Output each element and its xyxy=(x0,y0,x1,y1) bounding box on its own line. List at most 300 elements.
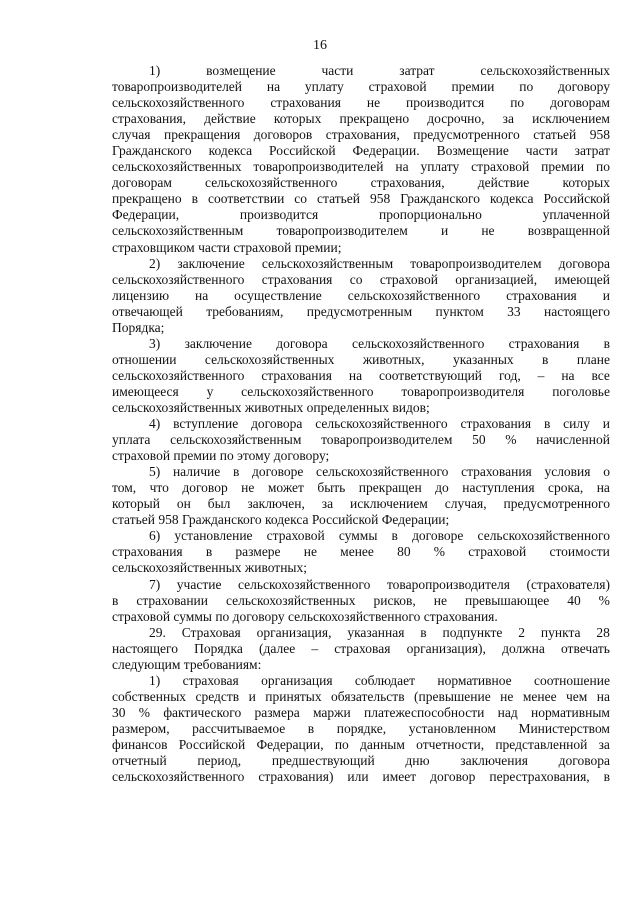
text-word: платежеспособности xyxy=(364,704,485,720)
text-word: Российской xyxy=(543,191,610,207)
text-word: страхования xyxy=(460,416,532,432)
text-word: сельскохозяйственного xyxy=(241,383,374,399)
text-word: части xyxy=(525,143,558,159)
text-word: отвечать xyxy=(560,640,610,656)
text-word: страхования xyxy=(270,95,341,111)
text-word: сельскохозяйственного xyxy=(237,576,371,592)
text-line xyxy=(112,95,610,111)
text-word: страховой xyxy=(379,271,438,287)
text-line xyxy=(112,288,610,304)
text-word: предусмотренного xyxy=(503,496,610,512)
text-word: сельскохозяйственного xyxy=(112,367,245,383)
text-word: производится xyxy=(239,207,319,223)
text-word: в xyxy=(542,351,549,367)
text-word: % xyxy=(433,544,446,560)
text-word: указанная xyxy=(347,624,405,640)
text-line xyxy=(112,689,610,705)
text-word: возмещение xyxy=(206,63,276,78)
text-word: сельскохозяйственного xyxy=(315,416,448,432)
text-word: прекращения xyxy=(163,127,241,143)
text-word: в xyxy=(112,592,119,608)
text-word: год, xyxy=(498,367,521,383)
text-word: соответствующий xyxy=(378,367,483,383)
text-word: случая xyxy=(112,127,151,143)
text-word: Федерации, xyxy=(256,736,324,752)
text-word: товаропроизводителя xyxy=(386,576,510,592)
text-word: соответствии xyxy=(208,191,285,207)
text-line: сельскохозяйственных животных; xyxy=(112,560,307,576)
text-word: отношении xyxy=(112,351,177,367)
text-word: досрочно, xyxy=(427,111,485,127)
text-line xyxy=(112,127,610,143)
text-word: осуществление xyxy=(234,287,322,303)
text-word: организация xyxy=(261,672,333,688)
text-word: заключение xyxy=(177,255,245,271)
text-word: премии xyxy=(451,79,495,95)
text-word: фактического xyxy=(163,704,242,720)
text-word: порядке, xyxy=(336,720,387,736)
text-word: договора xyxy=(558,255,610,271)
text-word: уплаченной xyxy=(542,207,610,223)
text-word: принятых xyxy=(265,688,322,704)
text-word: подпункте xyxy=(442,624,503,640)
text-word: 1) xyxy=(149,63,161,78)
text-word: страховой xyxy=(266,528,325,544)
text-word: со xyxy=(349,271,363,287)
text-word: страхования) xyxy=(258,769,334,785)
text-word: на xyxy=(348,367,363,383)
text-line xyxy=(112,79,610,95)
text-word: не xyxy=(481,223,495,239)
text-word: организацией, xyxy=(455,271,538,287)
text-word: 958 xyxy=(589,127,610,143)
text-word: Федерации, xyxy=(112,207,180,223)
text-word: сельскохозяйственных xyxy=(480,63,610,78)
text-word: дню xyxy=(405,753,430,769)
text-line xyxy=(112,159,610,175)
text-word: сельскохозяйственного xyxy=(351,335,485,351)
text-word: который xyxy=(112,496,160,512)
text-word: 50 xyxy=(472,432,486,448)
text-word: (страхователя) xyxy=(526,576,610,592)
text-line xyxy=(112,63,610,79)
text-word: договоре xyxy=(412,528,464,544)
text-word: страховой xyxy=(468,544,527,560)
text-word: сельскохозяйственных xyxy=(225,592,356,608)
text-word: уплату xyxy=(420,159,460,175)
text-word: обязательств xyxy=(331,688,405,704)
text-word: 5) xyxy=(149,464,161,480)
text-word: условия xyxy=(544,464,591,480)
text-word: производится xyxy=(405,95,485,111)
text-word: Порядка xyxy=(194,640,243,656)
text-word: наличие xyxy=(172,464,221,480)
text-word: 40 xyxy=(567,592,581,608)
text-line xyxy=(112,175,610,191)
page-number: 16 xyxy=(313,38,327,53)
text-word: договорам xyxy=(550,95,610,111)
text-line xyxy=(112,737,610,753)
text-word: страхования xyxy=(112,544,183,560)
text-line xyxy=(112,191,610,207)
text-line xyxy=(112,705,610,721)
text-word: страхования xyxy=(461,464,532,480)
text-word: животных, xyxy=(362,351,425,367)
text-word: менее xyxy=(340,544,374,560)
text-line xyxy=(112,753,610,769)
text-line xyxy=(112,336,610,352)
text-word: не xyxy=(500,688,514,704)
text-word: в xyxy=(191,191,199,207)
text-word: указанных xyxy=(452,351,514,367)
text-word: товаропроизводителем xyxy=(321,432,453,448)
text-word: период, xyxy=(197,753,242,769)
text-word: чем xyxy=(565,688,588,704)
text-word: со xyxy=(294,191,308,207)
text-word: предшествующий xyxy=(271,753,375,769)
text-word: случая, xyxy=(444,496,487,512)
text-line: следующим требованиям: xyxy=(112,656,262,672)
text-line xyxy=(112,384,610,400)
text-line xyxy=(112,480,610,496)
text-word: на xyxy=(561,367,575,383)
text-word: не xyxy=(433,592,447,608)
text-word: соблюдает xyxy=(354,672,416,688)
text-word: в xyxy=(603,335,610,351)
text-word: лицензию xyxy=(112,287,170,303)
text-word: Страховая xyxy=(181,624,241,640)
text-word: договоров xyxy=(253,127,313,143)
text-word: настоящего xyxy=(112,640,178,656)
text-word: установленном xyxy=(408,720,496,736)
text-word: страхования xyxy=(506,287,577,303)
text-word: не xyxy=(366,95,381,111)
text-word: начисленной xyxy=(536,432,610,448)
text-word: участие xyxy=(176,576,222,592)
text-line: страховой суммы по договору сельскохозяйственного страхования. xyxy=(112,608,498,624)
text-word: установление xyxy=(174,528,253,544)
text-word: – xyxy=(311,640,319,656)
text-word: до xyxy=(435,480,449,496)
text-word: в xyxy=(543,416,551,432)
text-word: заключен, xyxy=(247,496,305,512)
text-word: страховая xyxy=(182,672,239,688)
text-word: исключением xyxy=(350,496,428,512)
text-word: наступления xyxy=(462,480,535,496)
text-word: поголовье xyxy=(552,383,610,399)
text-word: суммы xyxy=(338,528,378,544)
text-word: % xyxy=(505,432,517,448)
text-word: превышающее xyxy=(464,592,550,608)
text-line xyxy=(112,143,610,159)
text-word: затрат xyxy=(574,143,610,159)
text-word: отчетности, xyxy=(416,736,485,752)
text-word: сельскохозяйственного xyxy=(347,287,481,303)
text-word: был xyxy=(207,496,231,512)
text-line xyxy=(112,721,610,737)
text-word: 28 xyxy=(596,624,610,640)
text-word: % xyxy=(138,704,151,720)
text-line xyxy=(112,641,610,657)
text-word: прекращено xyxy=(112,191,182,207)
text-word: менее xyxy=(522,688,557,704)
text-word: в xyxy=(232,464,240,480)
text-line xyxy=(112,432,610,448)
text-word: товаропроизводителем xyxy=(276,223,408,239)
text-word: договоре xyxy=(252,464,304,480)
text-word: страхования xyxy=(261,271,333,287)
text-word: на xyxy=(395,159,409,175)
text-word: действие xyxy=(204,111,256,127)
text-line xyxy=(112,464,610,480)
text-line: страховой премии по этому договору; xyxy=(112,448,330,464)
text-word: договор xyxy=(182,480,228,496)
text-word: товаропроизводителя xyxy=(401,383,525,399)
text-word: отвечающей xyxy=(112,303,183,319)
text-word: быть xyxy=(317,480,346,496)
text-word: 33 xyxy=(507,303,521,319)
text-line xyxy=(112,544,610,560)
text-word: он xyxy=(176,496,191,512)
text-word: вступление xyxy=(173,416,239,432)
text-word: имеющееся xyxy=(112,383,179,399)
text-word: 3) xyxy=(149,335,161,351)
text-word: на xyxy=(596,688,610,704)
text-line xyxy=(112,256,610,272)
text-word: сельскохозяйственным xyxy=(112,223,244,239)
text-word: прекращен xyxy=(358,480,422,496)
text-word: которых xyxy=(562,175,610,191)
text-word: сельскохозяйственного xyxy=(316,464,449,480)
text-word: Министерством xyxy=(518,720,610,736)
text-word: размера xyxy=(254,704,300,720)
text-word: 80 xyxy=(397,544,411,560)
text-line xyxy=(112,223,610,239)
text-line: Порядка; xyxy=(112,319,165,335)
text-word: у xyxy=(206,383,214,399)
text-word: товаропроизводителем xyxy=(410,255,542,271)
text-word: все xyxy=(591,367,610,383)
text-line xyxy=(112,111,610,127)
text-line xyxy=(112,673,610,689)
text-word: 30 xyxy=(112,704,126,720)
text-word: страховой xyxy=(368,79,427,95)
text-word: организация, xyxy=(256,624,332,640)
text-word: силу xyxy=(563,416,590,432)
text-word: пропорционально xyxy=(378,207,482,223)
text-word: нормативное xyxy=(437,672,512,688)
text-line xyxy=(112,577,610,593)
text-line: сельскохозяйственных животных определенных видов; xyxy=(112,399,430,415)
text-word: размере xyxy=(235,544,281,560)
text-word: по xyxy=(334,736,349,752)
text-word: кодекса xyxy=(208,143,253,159)
text-word: сельскохозяйственного xyxy=(112,95,245,111)
text-word: пунктом xyxy=(435,303,484,319)
text-word: договора xyxy=(558,753,610,769)
text-line xyxy=(112,528,610,544)
text-word: возвращенной xyxy=(527,223,610,239)
text-word: Возмещение xyxy=(436,143,509,159)
text-word: и xyxy=(248,688,256,704)
text-word: заключение xyxy=(184,335,252,351)
text-word: сельскохозяйственных xyxy=(112,159,242,175)
text-word: которых xyxy=(273,111,322,127)
text-line xyxy=(112,272,610,288)
text-word: товаропроизводителей xyxy=(112,79,243,95)
text-word: собственных xyxy=(112,688,187,704)
text-word: на xyxy=(195,287,209,303)
text-word: товаропроизводителей xyxy=(253,159,384,175)
text-word: срока, xyxy=(548,480,584,496)
text-word: не xyxy=(303,544,317,560)
text-word: (далее xyxy=(258,640,296,656)
text-word: перестрахования, xyxy=(489,769,590,785)
text-word: за xyxy=(502,111,514,127)
text-word: размером, xyxy=(112,720,170,736)
text-line xyxy=(112,416,610,432)
text-line xyxy=(112,496,610,512)
text-line: статьей 958 Гражданского кодекса Российской Федерации; xyxy=(112,512,450,528)
text-word: 6) xyxy=(149,528,161,544)
text-word: средств xyxy=(195,688,240,704)
text-word: имеющей xyxy=(554,271,610,287)
text-word: и xyxy=(440,223,449,239)
text-word: сельскохозяйственного xyxy=(112,271,245,287)
text-line xyxy=(112,625,610,641)
text-word: за xyxy=(598,736,610,752)
text-line xyxy=(112,352,610,368)
text-word: данным xyxy=(360,736,405,752)
text-word: части xyxy=(321,63,354,78)
text-word: 1) xyxy=(149,672,161,688)
text-word: о xyxy=(603,464,610,480)
text-word: в xyxy=(205,544,213,560)
text-word: – xyxy=(537,367,545,383)
text-word: финансов xyxy=(112,736,168,752)
text-word: Гражданского xyxy=(400,191,480,207)
text-word: сельскохозяйственным xyxy=(170,432,302,448)
text-word: плане xyxy=(576,351,610,367)
text-word: сельскохозяйственного xyxy=(112,769,245,785)
text-word: представленной xyxy=(495,736,588,752)
document-body-text xyxy=(112,63,610,785)
text-word: действие xyxy=(477,175,530,191)
text-word: 2 xyxy=(518,624,526,640)
text-word: премии xyxy=(541,159,585,175)
text-word: предусмотренным xyxy=(306,303,413,319)
text-line xyxy=(112,304,610,320)
text-word: рисков, xyxy=(373,592,416,608)
text-word: договор xyxy=(430,769,476,785)
text-word: требованиям, xyxy=(206,303,284,319)
text-word: заключения xyxy=(460,753,528,769)
text-word: сельскохозяйственного xyxy=(477,528,610,544)
text-word: кодекса xyxy=(489,191,534,207)
text-line: страховщиком части страховой премии; xyxy=(112,239,342,255)
text-word: по xyxy=(595,159,610,175)
text-word: в xyxy=(420,624,427,640)
text-word: уплата xyxy=(112,432,151,448)
text-word: не xyxy=(241,480,255,496)
text-word: по xyxy=(510,95,525,111)
text-word: прекращено xyxy=(339,111,410,127)
text-word: в xyxy=(391,528,398,544)
text-word: Гражданского xyxy=(112,143,192,159)
text-line xyxy=(112,769,610,785)
text-word: договора xyxy=(276,335,328,351)
text-word: организация), xyxy=(406,640,486,656)
text-word: сельскохозяйственных xyxy=(204,351,335,367)
text-word: страхования, xyxy=(370,175,445,191)
text-word: по xyxy=(519,79,534,95)
text-line xyxy=(112,368,610,384)
text-word: статьей xyxy=(317,191,361,207)
text-word: Российской xyxy=(269,143,336,159)
text-word: страхования, xyxy=(112,111,187,127)
text-word: уплату xyxy=(304,79,344,95)
text-line xyxy=(112,593,610,609)
text-word: 7) xyxy=(149,576,161,592)
text-word: (превышение xyxy=(414,688,491,704)
text-word: договорам xyxy=(112,175,172,191)
text-line xyxy=(112,207,610,223)
text-word: имеет xyxy=(382,769,417,785)
text-word: за xyxy=(321,496,334,512)
text-word: Российской xyxy=(178,736,246,752)
text-word: статьей xyxy=(533,127,577,143)
text-word: настоящего xyxy=(543,303,610,319)
text-word: сельскохозяйственного xyxy=(205,175,338,191)
text-word: страховой xyxy=(471,159,530,175)
text-word: что xyxy=(149,480,169,496)
text-word: 2) xyxy=(149,255,161,271)
text-word: 29. xyxy=(149,624,166,640)
text-word: сельскохозяйственным xyxy=(261,255,394,271)
text-word: договора xyxy=(251,416,303,432)
text-word: на xyxy=(266,79,281,95)
text-word: на xyxy=(596,480,610,496)
text-word: страхования, xyxy=(325,127,400,143)
text-word: или xyxy=(347,769,369,785)
text-word: страхования xyxy=(261,367,332,383)
text-word: в xyxy=(307,720,315,736)
text-word: маржи xyxy=(312,704,351,720)
text-word: и xyxy=(602,416,610,432)
text-word: 4) xyxy=(149,416,161,432)
text-word: предусмотренного xyxy=(413,127,520,143)
text-word: том, xyxy=(112,480,137,496)
text-word: договору xyxy=(558,79,610,95)
text-word: в xyxy=(603,769,610,785)
text-word: страховая xyxy=(334,640,391,656)
text-word: рассчитываемое xyxy=(192,720,286,736)
text-word: и xyxy=(602,287,610,303)
text-word: над xyxy=(497,704,518,720)
text-word: затрат xyxy=(399,63,435,78)
text-word: отчетный xyxy=(112,753,167,769)
text-word: страховании xyxy=(136,592,208,608)
text-word: соотношение xyxy=(533,672,610,688)
text-word: должна xyxy=(502,640,545,656)
text-word: исключением xyxy=(532,111,610,127)
text-word: пункта xyxy=(540,624,581,640)
text-word: стоимости xyxy=(549,544,610,560)
text-word: страхования xyxy=(508,335,580,351)
text-word: может xyxy=(267,480,304,496)
text-word: % xyxy=(598,592,610,608)
text-word: нормативным xyxy=(531,704,610,720)
